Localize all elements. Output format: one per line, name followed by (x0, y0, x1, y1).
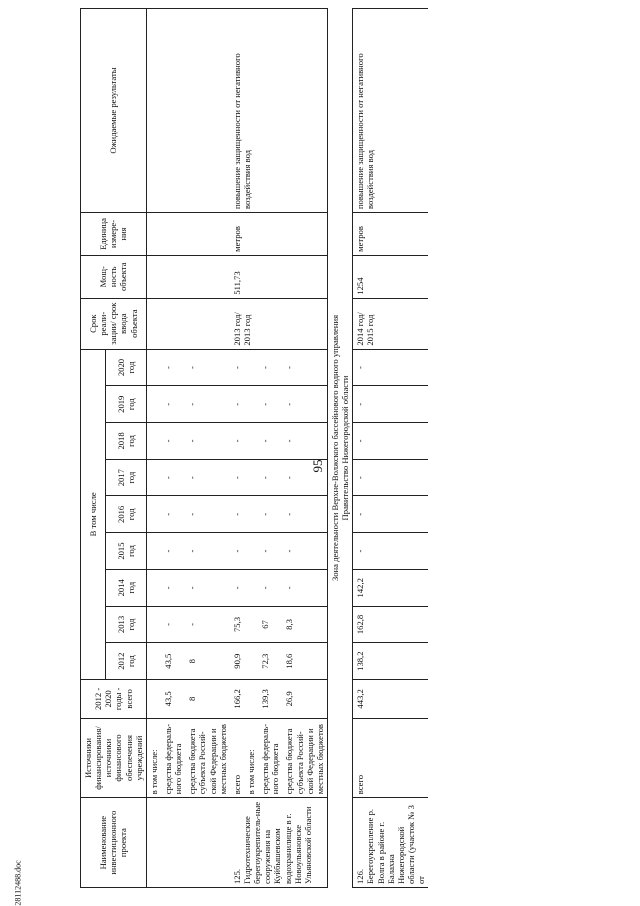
cell-value: - (353, 459, 428, 496)
zone-subtitle: Правительство Нижегородской области (340, 375, 351, 521)
cell-value (146, 349, 161, 386)
cell-value: - (161, 533, 185, 570)
table-row-project-125 (230, 9, 244, 888)
header-results: Ожидаемые результаты (81, 9, 147, 213)
cell-value: - (353, 496, 428, 533)
cell-value: - (161, 423, 185, 460)
cell-total: 26,9 (282, 680, 327, 719)
cell-value: 75,3 (230, 606, 244, 643)
cell-value: - (185, 386, 230, 423)
cell-value: - (282, 459, 327, 496)
cell-total: 8 (185, 680, 230, 719)
table-stage (80, 8, 590, 888)
cell-value: 8 (185, 643, 230, 680)
cell-result (185, 9, 230, 213)
cell-value: - (185, 423, 230, 460)
cell-capacity (161, 255, 185, 298)
cell-value: - (230, 569, 244, 606)
cell-project-name: 126. Берегоукрепление р. Волга в районе г. Балахна Нижегородской области (участок № 3 от (353, 798, 428, 888)
cell-result: повышение защищенности от негативного воздействия вод (353, 9, 428, 213)
cell-value: - (282, 423, 327, 460)
cell-value: - (230, 349, 244, 386)
cell-value: - (258, 386, 282, 423)
cell-unit (161, 213, 185, 256)
header-year: 2016 год (105, 496, 146, 533)
cell-value (146, 459, 161, 496)
cell-value: - (161, 386, 185, 423)
cell-value (146, 643, 161, 680)
cell-value: - (353, 533, 428, 570)
cell-value: - (282, 386, 327, 423)
header-including: В том числе (81, 349, 106, 679)
cell-term: 2014 год/ 2015 год (353, 298, 428, 349)
cell-value (244, 606, 258, 643)
cell-value: - (282, 496, 327, 533)
cell-value (244, 459, 258, 496)
cell-value: - (230, 496, 244, 533)
table-row-project-126 (353, 9, 428, 888)
cell-unit (146, 213, 161, 256)
header-total: 2012 - 2020 годы - всего (81, 680, 147, 719)
header-year: 2020 год (105, 349, 146, 386)
cell-total (146, 680, 161, 719)
cell-value: 138,2 (353, 643, 428, 680)
header-sources: Источники финансирования/ источники финансового обеспечения учреждений (81, 718, 147, 798)
cell-value (146, 606, 161, 643)
cell-capacity: 511,73 (230, 255, 328, 298)
cell-value: - (185, 496, 230, 533)
cell-value: - (185, 606, 230, 643)
cell-value (244, 643, 258, 680)
cell-name (161, 798, 185, 888)
cell-term: 2013 год/ 2013 год (230, 298, 328, 349)
header-row-1 (81, 9, 106, 888)
cell-project-name: 125. Гидротехнические берегоукрепитель-ные сооружения на Куйбышевском водохранилище в г. Новоульяновске Ульяновской области (230, 798, 328, 888)
cell-value: - (353, 386, 428, 423)
table-row (146, 9, 161, 888)
cell-value (244, 533, 258, 570)
cell-value (146, 423, 161, 460)
cell-value (146, 569, 161, 606)
cell-source: средства бюджета субъекта Россий-ской Федерации и местных бюджетов (282, 718, 327, 798)
cell-value: - (282, 349, 327, 386)
cell-value: - (258, 496, 282, 533)
cell-term (185, 298, 230, 349)
cell-value: - (353, 349, 428, 386)
header-year: 2013 год (105, 606, 146, 643)
cell-value: - (282, 569, 327, 606)
header-year: 2017 год (105, 459, 146, 496)
rotated-table-container (80, 8, 590, 888)
header-capacity: Мощ-ность объекта (81, 255, 147, 298)
cell-value (146, 386, 161, 423)
cell-total: 43,5 (161, 680, 185, 719)
cell-result: повышение защищенности от негативного воздействия вод (230, 9, 328, 213)
cell-value: - (161, 496, 185, 533)
header-year: 2018 год (105, 423, 146, 460)
cell-value (146, 533, 161, 570)
page-number: 95 (310, 459, 325, 473)
table-row (161, 9, 185, 888)
cell-result (146, 9, 161, 213)
cell-value: 72,3 (258, 643, 282, 680)
cell-value: - (282, 533, 327, 570)
zone-row (327, 9, 352, 888)
cell-source: в том числе: (146, 718, 161, 798)
cell-value (244, 496, 258, 533)
cell-value: - (185, 533, 230, 570)
cell-value: - (258, 423, 282, 460)
cell-capacity (185, 255, 230, 298)
cell-value: - (258, 459, 282, 496)
cell-value: - (258, 349, 282, 386)
cell-value (146, 496, 161, 533)
investment-projects-table (80, 8, 428, 888)
cell-source: всего (230, 718, 244, 798)
cell-value: 142,2 (353, 569, 428, 606)
table-row (185, 9, 230, 888)
cell-value (244, 569, 258, 606)
cell-value: - (230, 459, 244, 496)
cell-value: - (230, 533, 244, 570)
cell-value: - (161, 349, 185, 386)
cell-source: в том числе: (244, 718, 258, 798)
cell-value: 67 (258, 606, 282, 643)
footer-document-code: 28112488.doc (13, 860, 23, 906)
header-year: 2015 год (105, 533, 146, 570)
cell-total (244, 680, 258, 719)
cell-total: 166,2 (230, 680, 244, 719)
cell-value: 43,5 (161, 643, 185, 680)
cell-capacity (146, 255, 161, 298)
cell-value: - (258, 533, 282, 570)
cell-name (146, 798, 161, 888)
header-unit: Единица измере-ния (81, 213, 147, 256)
cell-unit: метров (353, 213, 428, 256)
cell-capacity: 1254 (353, 255, 428, 298)
cell-term (161, 298, 185, 349)
cell-source: средства федераль-ного бюджета (161, 718, 185, 798)
cell-value: - (161, 459, 185, 496)
cell-source: всего (353, 718, 428, 798)
cell-value (244, 423, 258, 460)
header-year: 2019 год (105, 386, 146, 423)
header-year: 2012 год (105, 643, 146, 680)
cell-value: 18,6 (282, 643, 327, 680)
header-name: Наименование инвестиционного проекта (81, 798, 147, 888)
cell-unit (185, 213, 230, 256)
zone-cell (327, 9, 352, 888)
cell-source: средства бюджета субъекта Россий-ской Федерации и местных бюджетов (185, 718, 230, 798)
cell-value (244, 349, 258, 386)
cell-value: - (230, 423, 244, 460)
cell-value: 8,3 (282, 606, 327, 643)
cell-value: 90,9 (230, 643, 244, 680)
cell-value: - (353, 423, 428, 460)
cell-source: средства федераль-ного бюджета (258, 718, 282, 798)
cell-total: 443,2 (353, 680, 428, 719)
cell-value (244, 386, 258, 423)
cell-value: 162,8 (353, 606, 428, 643)
cell-value: - (185, 459, 230, 496)
cell-term (146, 298, 161, 349)
cell-value: - (230, 386, 244, 423)
cell-value: - (185, 569, 230, 606)
zone-title: Зона деятельности Верхне-Волжского бассейнового водного управления (329, 314, 340, 582)
header-term: Срок реали-зации/ срок ввода объекта (81, 298, 147, 349)
cell-result (161, 9, 185, 213)
cell-value: - (258, 569, 282, 606)
cell-value: - (185, 349, 230, 386)
cell-value: - (161, 606, 185, 643)
cell-name (185, 798, 230, 888)
cell-total: 139,3 (258, 680, 282, 719)
cell-unit: метров (230, 213, 328, 256)
cell-value: - (161, 569, 185, 606)
header-year: 2014 год (105, 569, 146, 606)
